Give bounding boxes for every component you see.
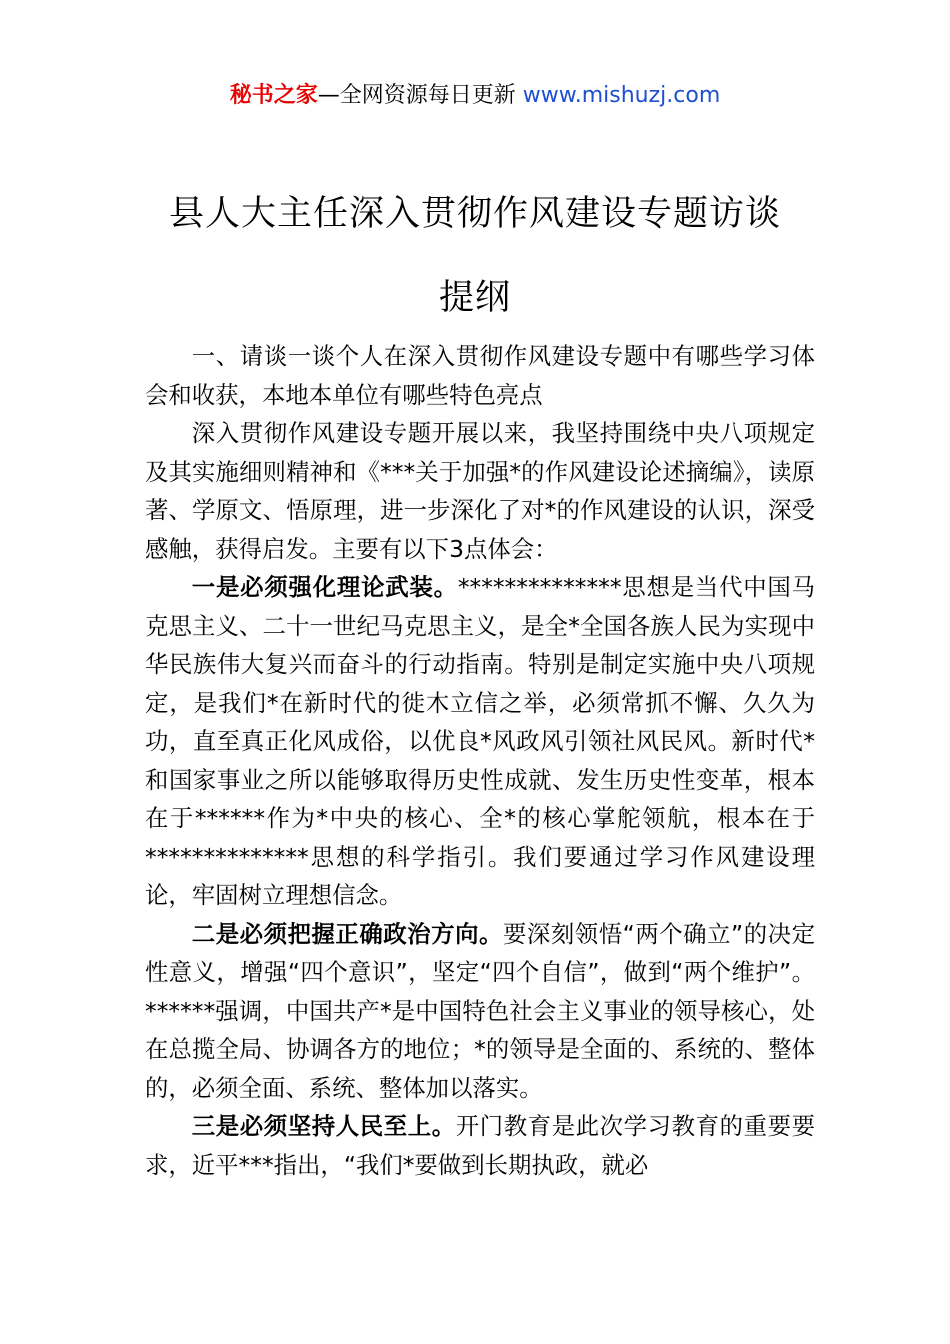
document-body	[145, 337, 815, 1184]
document-title	[0, 172, 950, 340]
title-line-1: 县人大主任深入贯彻作风建设专题访谈	[168, 194, 781, 234]
site-brand: 秘书之家	[229, 83, 318, 108]
point-3-text: 开门教育是此次学习教育的重要要求，近平***指出，“我们*要做到长期执政，就必	[145, 1112, 816, 1179]
question-1: 一、请谈一谈个人在深入贯彻作风建设专题中有哪些学习体会和收获，本地本单位有哪些特色亮点	[145, 342, 815, 409]
point-3-heading: 三是必须坚持人民至上。	[191, 1112, 456, 1140]
site-tagline: —全网资源每日更新	[317, 83, 523, 108]
site-url-link[interactable]: www.mishuzj.com	[522, 83, 721, 108]
intro-paragraph: 深入贯彻作风建设专题开展以来，我坚持围绕中央八项规定及其实施细则精神和《***关于加强*的作风建设论述摘编》，读原著、学原文、悟原理，进一步深化了对*的作风建设的认识，深受感触，获得启发。主要有以下3点体会：	[145, 419, 815, 563]
point-3-paragraph	[145, 1107, 815, 1184]
site-header	[0, 80, 950, 112]
point-2-heading: 二是必须把握正确政治方向。	[191, 919, 503, 948]
title-line-2: 提纲	[438, 278, 511, 318]
point-1-text: **************思想是当代中国马克思主义、二十一世纪马克思主义，是全*全国各族人民为实现中华民族伟大复兴而奋斗的行动指南。特别是制定实施中央八项规定，是我们*在新时代的徙木立信之举，必须常抓不懈、久久为功，直至真正化风成俗，以优良*风政风引领社风民风。新时代*和国家事业之所以能够取得历史性成就、发生历史性变革，根本在于******作为*中央的核心、全*的核心掌舵领航，根本在于**************思想的科学指引。我们要通过学习作风建设理论，牢固树立理想信念。	[145, 573, 816, 909]
point-2-text: 要深刻领悟“两个确立”的决定性意义，增强“四个意识”，坚定“四个自信”，做到“两个维护”。******强调，中国共产*是中国特色社会主义事业的领导核心，处在总揽全局、协调各方的地位；*的领导是全面的、系统的、整体的，必须全面、系统、整体加以落实。	[145, 919, 815, 1102]
point-1-heading: 一是必须强化理论武装。	[191, 573, 458, 601]
point-2-paragraph	[145, 915, 815, 1108]
point-1-paragraph	[145, 568, 815, 915]
